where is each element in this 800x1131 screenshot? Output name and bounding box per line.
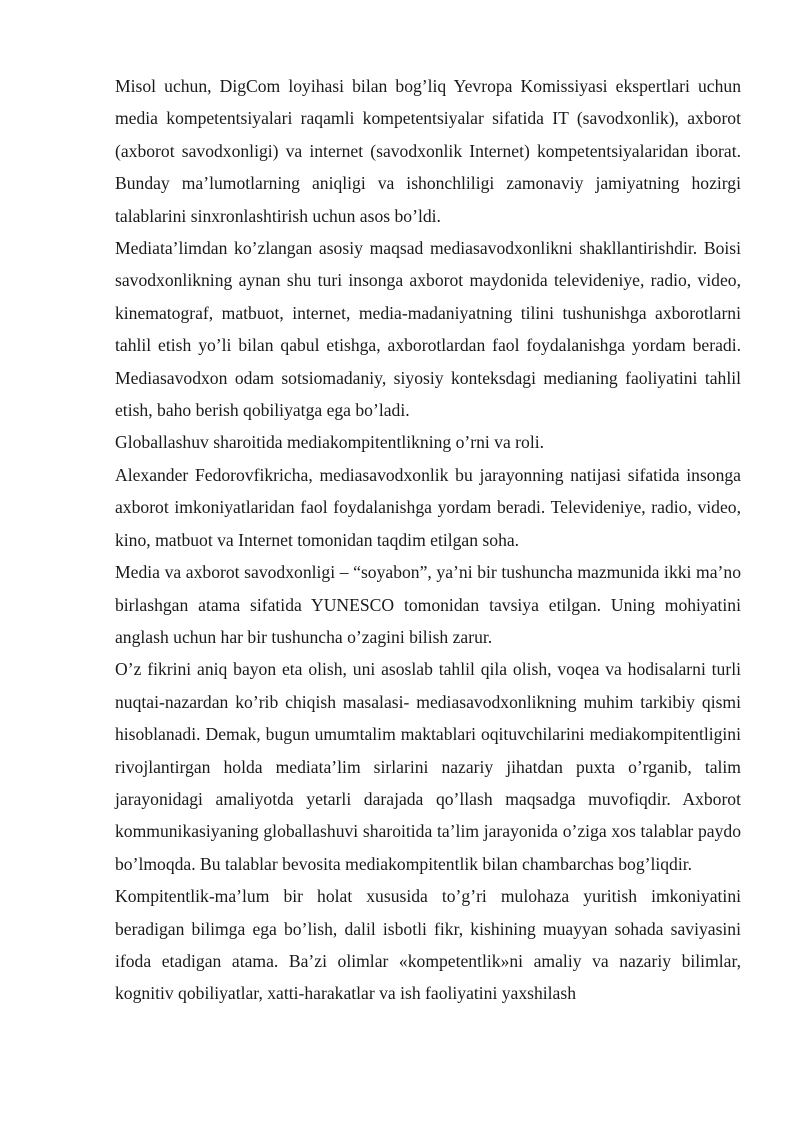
paragraph-mediatalim: Mediata’limdan ko’zlangan asosiy maqsad mediasavodxonlikni shakllantirishdir. Boisi savodxonlikning aynan shu turi insonga axborot maydonida televideniye, radio, video, kinematograf, matbuot, internet, media-madaniyatning tilini tushunishga axborotlarni tahlil etish yo’li bilan qabul etishga, axborotlardan faol foydalanishga yordam beradi. Mediasavodxon odam sotsiomadaniy, siyosiy konteksdagi medianing faoliyatini tahlil etish, baho berish qobiliyatga ega bo’ladi. [115, 238, 741, 421]
paragraph-kompitentlik: Kompitentlik-ma’lum bir holat xususida to’g’ri mulohaza yuritish imkoniyatini beradigan bilimga ega bo’lish, dalil isbotli fikr, kishining muayyan sohada saviyasini ifoda etadigan atama. Ba’zi olimlar «kompetentlik»ni amaliy va nazariy bilimlar, kognitiv qobiliyatlar, xatti-harakatlar va ish faoliyatini yaxshilash [115, 886, 741, 1004]
paragraph-digcom: Misol uchun, DigCom loyihasi bilan bog’liq Yevropa Komissiyasi ekspertlari uchun media kompetentsiyalari raqamli kompetentsiyalar sifatida IT (savodxonlik), axborot (axborot savodxonligi) va internet (savodxonlik Internet) kompetentsiyalaridan iborat. Bunday ma’lumotlarning aniqligi va ishonchliligi zamonaviy jamiyatning hozirgi talablarini sinxronlashtirish uchun asos bo’ldi. [115, 76, 741, 226]
paragraph-fikr: O’z fikrini aniq bayon eta olish, uni asoslab tahlil qila olish, voqea va hodisalarni turli nuqtai-nazardan ko’rib chiqish masalasi- mediasavodxonlikning muhim tarkibiy qismi hisoblanadi. Demak, bugun umumtalim maktablari oqituvchilarini mediakompitentligini rivojlantirgan holda mediata’lim sirlarini nazariy jihatdan puxta o’rganib, talim jarayonidagi amaliyotda yetarli darajada qo’llash maqsadga muvofiqdir. Axborot kommunikasiyaning globallashuvi sharoitida ta’lim jarayonida o’ziga xos talablar paydo bo’lmoqda. Bu talablar bevosita mediakompitentlik bilan chambarchas bog’liqdir. [115, 659, 741, 874]
paragraph-fedorov: Alexander Fedorovfikricha, mediasavodxonlik bu jarayonning natijasi sifatida insonga axborot imkoniyatlaridan faol foydalanishga yordam beradi. Televideniye, radio, video, kino, matbuot va Internet tomonidan taqdim etilgan soha. [115, 464, 741, 550]
paragraph-yunesco: Media va axborot savodxonligi – “soyabon”, ya’ni bir tushuncha mazmunida ikki ma’no birlashgan atama sifatida YUNESCO tomonidan tavsiya etilgan. Uning mohiyatini anglash uchun har bir tushuncha o’zagini bilish zarur. [115, 562, 741, 647]
document-page [115, 70, 741, 1010]
paragraph-heading-globallashuv: Globallashuv sharoitida mediakompitentlikning o’rni va roli. [115, 432, 545, 453]
